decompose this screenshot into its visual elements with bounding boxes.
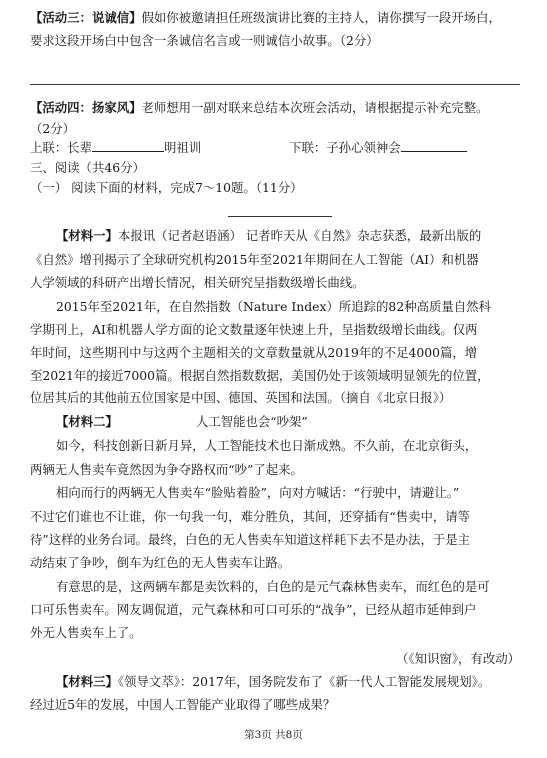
m1-line1: 【材料一】本报讯（记者赵语涵） 记者昨天从《自然》杂志获悉，最新出版的 <box>56 228 482 243</box>
page-footer: 第3页 共8页 <box>244 729 303 741</box>
m2-line3: 相向而行的两辆无人售卖车“脸贴着脸”，向对方喊话：“行驶中，请避让。” <box>56 485 460 500</box>
couplet-upper: 上联：长辈 <box>30 140 92 155</box>
activity4-line2: （2分） <box>30 121 76 136</box>
activity3-line2: 要求这段开场白中包含一条诚信名言或一则诚信小故事。（2分） <box>30 33 379 48</box>
m3-line1: 【材料三】《领导文萃》：2017年，国务院发布了《新一代人工智能发展规划》。 <box>56 674 491 689</box>
m2-title: 人工智能也会“吵架” <box>195 414 308 429</box>
m2-line5: 待”这样的业务台词。最终，白色的无人售卖车知道这样耗下去不是办法，于是主 <box>30 532 471 547</box>
answer-rule <box>30 84 520 85</box>
activity4-label: 【活动四：扬家风】 <box>30 100 142 115</box>
m2-line9: 外无人售卖车上了。 <box>30 625 142 640</box>
m2-line2: 两辆无人售卖车竟然因为争夺路权而“吵”了起来。 <box>30 462 303 477</box>
title-rule <box>228 216 332 217</box>
couplet-upper-tail: 明祖训 <box>163 140 202 155</box>
m2-label: 【材料二】 <box>56 414 118 429</box>
m2-line6: 动结束了争吵，倒车为红色的无人售卖车让路。 <box>30 555 291 570</box>
m1-line4: 2015年至2021年，在自然指数（Nature Index）所追踪的82种高质量自然科 <box>56 299 491 314</box>
m1-line5: 学期刊上，AI和机器人学方面的论文数量逐年快速上升，呈指数级增长曲线。仅两 <box>30 322 478 337</box>
m1-line7: 至2021年的接近7000篇。根据自然指数数据，美国仍处于该领域明显领先的位置， <box>30 368 490 383</box>
m2-line4: 不过它们谁也不让谁，你一句我一句，难分胜负，其间，还穿插有“售卖中，请等 <box>30 509 471 524</box>
m1-line6: 年时间，这些期刊中与这两个主题相关的文章数量就从2019年的不足4000篇，增 <box>30 345 478 360</box>
couplet-lower-blank <box>401 151 467 152</box>
m2-line8: 口可乐售卖车。网友调侃道，元气森林和可口可乐的“战争”，已经从超市延伸到户 <box>30 602 477 617</box>
m2-header <box>30 412 520 431</box>
m1-line2: 《自然》增刊揭示了全球研究机构2015年至2021年期间在人工智能（AI）和机器 <box>30 252 479 267</box>
activity3-line1: 【活动三：说诚信】假如你被邀请担任班级演讲比赛的主持人，请你撰写一段开场白， <box>30 10 501 25</box>
couplet-lower: 下联：子孙心领神会 <box>289 140 401 155</box>
m2-source: （《知识窗》，有改动） <box>396 651 520 666</box>
couplet-line <box>30 138 520 157</box>
m1-line8: 位居其后的其他前五位国家是中国、德国、英国和法国。（摘自《北京日报》） <box>30 390 452 405</box>
activity4-line1: 【活动四：扬家风】老师想用一副对联来总结本次班会活动，请根据提示补充完整。 <box>30 100 489 115</box>
m1-line3: 人学领域的科研产出增长情况，相关研究呈指数级增长曲线。 <box>30 275 365 290</box>
m3-line2: 经过近5年的发展，中国人工智能产业取得了哪些成果？ <box>30 697 336 712</box>
m2-line7: 有意思的是，这两辆车都是卖饮料的，白色的是元气森林售卖车，而红色的是可 <box>56 579 490 594</box>
m3-label: 【材料三】 <box>56 674 118 689</box>
m1-label: 【材料一】 <box>56 228 118 243</box>
section-title: 三、阅读（共46分） <box>30 160 145 175</box>
section-subtitle: （一） 阅读下面的材料，完成7～10题。（11分） <box>30 180 303 195</box>
couplet-upper-blank <box>92 151 164 152</box>
m2-line1: 如今，科技创新日新月异，人工智能技术也日渐成熟。不久前，在北京街头， <box>56 438 478 453</box>
activity3-label: 【活动三：说诚信】 <box>30 10 142 25</box>
